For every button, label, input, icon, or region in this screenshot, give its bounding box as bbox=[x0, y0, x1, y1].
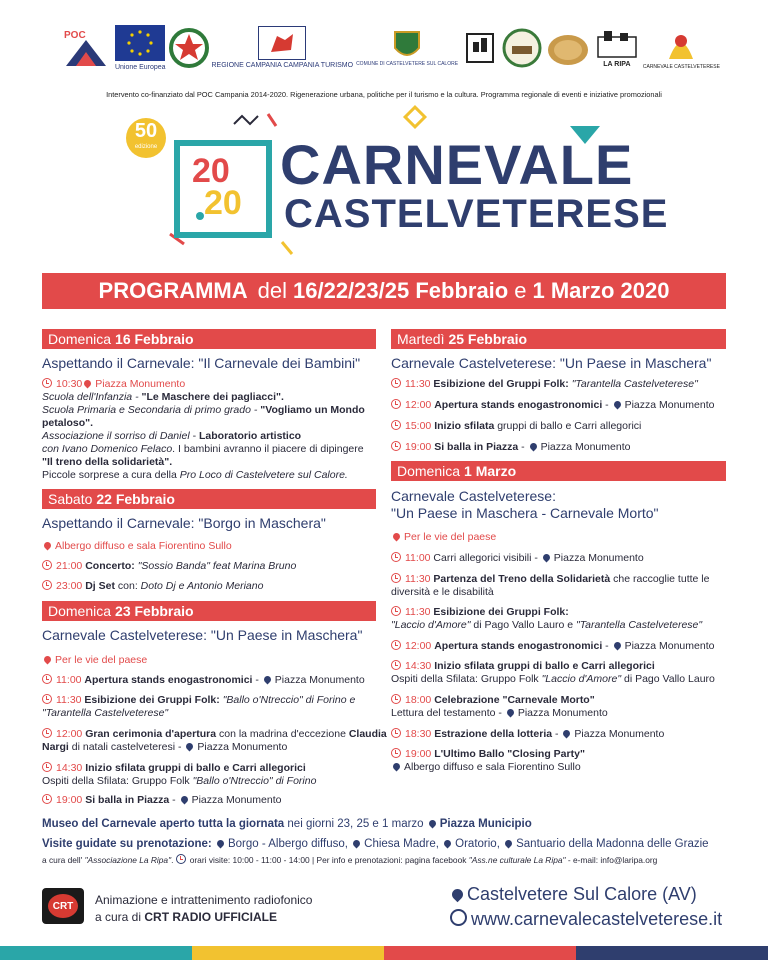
event-detail: "Tarantella Castelveterese" bbox=[42, 707, 169, 719]
event-time: 21:00 bbox=[56, 560, 83, 572]
day-header-weekday: Domenica bbox=[48, 331, 112, 347]
italian-republic-emblem bbox=[169, 26, 209, 70]
museum-label: Museo del Carnevale aperto tutta la giornata bbox=[42, 818, 285, 830]
desc-part: Scuola dell'Infanzia - bbox=[42, 391, 142, 403]
day-header-25-feb bbox=[391, 329, 726, 349]
tours-detail: "Ass.ne culturale La Ripa" bbox=[468, 855, 566, 865]
event-detail: di Pago Vallo Lauro e bbox=[470, 619, 576, 631]
event-time: 18:30 bbox=[405, 728, 432, 740]
banner-last-date: 1 Marzo 2020 bbox=[532, 278, 670, 303]
banner-programma: PROGRAMMA bbox=[98, 278, 248, 303]
crt-radio-logo bbox=[42, 888, 84, 924]
event-detail: Claudia bbox=[348, 728, 387, 740]
desc-part: "Le Maschere dei pagliacci". bbox=[141, 391, 284, 403]
location-pin-icon bbox=[427, 819, 437, 829]
title-castelveterese: CASTELVETERESE bbox=[284, 192, 669, 236]
event-detail: con: bbox=[114, 580, 141, 592]
clock-icon bbox=[391, 573, 401, 583]
bread-logo bbox=[545, 28, 591, 68]
location-pin-icon bbox=[179, 795, 189, 805]
day-header-16-feb bbox=[42, 329, 376, 349]
desc-part: . I bambini avranno il piacere di dipingere bbox=[172, 443, 364, 455]
regione-campania-logo bbox=[212, 26, 354, 70]
event-detail: Ospiti della Sfilata: Gruppo Folk bbox=[42, 775, 193, 787]
event-desc-16-feb bbox=[42, 391, 382, 482]
stripe bbox=[576, 946, 768, 960]
clock-icon bbox=[42, 378, 52, 388]
event-22-feb-1 bbox=[42, 560, 296, 573]
event-time: 11:30 bbox=[405, 378, 431, 390]
event-label: Si balla in Piazza bbox=[85, 794, 170, 806]
radio-credit-prefix: a cura di bbox=[95, 910, 145, 924]
la-ripa-label: LA RIPA bbox=[603, 61, 631, 69]
event-time: 14:30 bbox=[405, 660, 432, 672]
guided-tours-note bbox=[42, 838, 709, 850]
day-header-date: 25 Febbraio bbox=[448, 331, 528, 347]
event-label: Apertura stands enogastronomici bbox=[434, 640, 603, 652]
museum-note bbox=[42, 818, 532, 830]
event-time: 12:00 bbox=[56, 728, 83, 740]
regione-campania-label: REGIONE CAMPANIA CAMPANIA TURISMO bbox=[211, 62, 354, 70]
clock-icon bbox=[391, 660, 401, 670]
desc-line bbox=[42, 469, 382, 482]
year-bottom: 20 bbox=[204, 184, 242, 222]
desc-line bbox=[42, 430, 382, 443]
tours-detail: a cura dell' bbox=[42, 855, 85, 865]
event-25-feb-3 bbox=[391, 420, 641, 433]
event-time: 11:30 bbox=[405, 573, 431, 585]
event-1-mar-8 bbox=[391, 748, 585, 774]
event-label: Celebrazione "Carnevale Morto" bbox=[434, 694, 595, 706]
event-1-mar-3 bbox=[391, 606, 702, 632]
tour-place: Borgo - Albergo diffuso, bbox=[227, 838, 348, 850]
event-23-feb-5: 19:00 Si balla in Piazza - Piazza Monumento bbox=[42, 794, 281, 807]
event-detail: "Tarantella Castelveterese" bbox=[575, 619, 703, 631]
event-time: 11:30 bbox=[405, 606, 431, 618]
event-time: 14:30 bbox=[56, 762, 83, 774]
location-pin-icon bbox=[541, 553, 551, 563]
event-label: Gran cerimonia d'apertura bbox=[85, 728, 217, 740]
tours-detail: . bbox=[171, 855, 176, 865]
event-detail: "Laccio d'Amore" bbox=[391, 619, 471, 631]
association-round-logo bbox=[502, 28, 542, 68]
event-detail: Ospiti della Sfilata: Gruppo Folk bbox=[391, 673, 542, 685]
clock-icon bbox=[42, 580, 52, 590]
event-place: Per le vie del paese bbox=[404, 531, 497, 543]
desc-part: - bbox=[189, 430, 199, 442]
event-title-line: "Un Paese in Maschera - Carnevale Morto" bbox=[391, 505, 659, 521]
website[interactable] bbox=[450, 909, 722, 930]
event-25-feb-2: 12:00 Apertura stands enogastronomici - Piazza Monumento bbox=[391, 399, 714, 412]
desc-part: Piccole sorprese a cura della bbox=[42, 469, 180, 481]
event-place: Piazza Monumento bbox=[553, 552, 644, 564]
day-header-date: 1 Marzo bbox=[464, 463, 517, 479]
day-header-weekday: Martedì bbox=[397, 331, 445, 347]
desc-part: petaloso". bbox=[42, 417, 94, 429]
radio-animation-line: Animazione e intrattenimento radiofonico bbox=[95, 893, 313, 907]
place-1-mar bbox=[391, 531, 496, 544]
event-title-25-feb: Carnevale Castelveterese: "Un Paese in Maschera" bbox=[391, 355, 712, 371]
svg-text:POC: POC bbox=[64, 30, 86, 41]
event-label: Esibizione dei Gruppi Folk: bbox=[84, 694, 223, 706]
clock-icon bbox=[391, 420, 401, 430]
event-detail: diversità e le disabilità bbox=[391, 586, 494, 598]
eu-label: Unione Europea bbox=[114, 63, 166, 71]
desc-part: Laboratorio artistico bbox=[199, 430, 302, 442]
event-time: 12:00 bbox=[405, 640, 432, 652]
radio-credit-line bbox=[95, 910, 277, 924]
event-detail: di natali castelveteresi bbox=[68, 741, 176, 753]
tours-label: Visite guidate su prenotazione: bbox=[42, 838, 212, 850]
clock-icon bbox=[176, 854, 186, 864]
year-top: 20 bbox=[192, 152, 230, 190]
event-1-mar-5 bbox=[391, 660, 715, 686]
event-1-mar-4: 12:00 Apertura stands enogastronomici - Piazza Monumento bbox=[391, 640, 714, 653]
event-place: Piazza Monumento bbox=[624, 399, 715, 411]
event-location bbox=[450, 884, 697, 905]
event-title-line: Carnevale Castelveterese: bbox=[391, 488, 556, 504]
clock-icon bbox=[391, 441, 401, 451]
event-label: Inizio sfilata bbox=[434, 420, 495, 432]
event-23-feb-3: 12:00 Gran cerimonia d'apertura con la madrina d'eccezione Claudia Nargi di natali castelveteresi - Piazza Monumento bbox=[42, 728, 387, 753]
eu-flag-logo bbox=[115, 25, 166, 72]
location-pin-icon bbox=[612, 641, 622, 651]
tour-place: Chiesa Madre, bbox=[364, 838, 439, 850]
event-place: Piazza Monumento bbox=[574, 728, 665, 740]
stripe bbox=[192, 946, 384, 960]
event-time: 11:30 bbox=[56, 694, 82, 706]
day-header-weekday: Domenica bbox=[48, 603, 112, 619]
place-23-feb bbox=[42, 654, 147, 667]
event-place: Piazza Monumento bbox=[624, 640, 715, 652]
clock-icon bbox=[42, 674, 52, 684]
event-place: Piazza Monumento bbox=[191, 794, 282, 806]
event-23-feb-1: 11:00 Apertura stands enogastronomici - Piazza Monumento bbox=[42, 674, 365, 687]
clock-icon bbox=[391, 748, 401, 758]
event-25-feb-1 bbox=[391, 378, 698, 391]
clock-icon bbox=[391, 378, 401, 388]
radio-credit-name: CRT RADIO UFFICIALE bbox=[144, 910, 278, 924]
event-detail: Doto Dj e Antonio Meriano bbox=[140, 580, 264, 592]
event-label: L'Ultimo Ballo "Closing Party" bbox=[434, 748, 585, 760]
location-pin-icon bbox=[43, 655, 53, 665]
event-time: 11:00 bbox=[405, 552, 431, 564]
event-place: Piazza Monumento bbox=[540, 441, 631, 453]
la-ripa-logo bbox=[594, 27, 640, 69]
event-time: 12:00 bbox=[405, 399, 432, 411]
event-label: Partenza del Treno della Solidarietà bbox=[433, 573, 611, 585]
event-detail: gruppi di ballo e Carri allegorici bbox=[494, 420, 642, 432]
banner-del: del bbox=[257, 278, 287, 303]
event-time: 19:00 bbox=[405, 441, 432, 453]
poc-campania-logo bbox=[60, 26, 112, 70]
desc-part: "Vogliamo un Mondo bbox=[260, 404, 365, 416]
museum-place: Piazza Municipio bbox=[439, 818, 532, 830]
clock-icon bbox=[42, 560, 52, 570]
day-header-23-feb bbox=[42, 601, 376, 621]
desc-part: Associazione il sorriso di Daniel bbox=[42, 430, 190, 442]
museum-days: nei giorni 23, 25 e 1 marzo bbox=[284, 818, 427, 830]
event-label: Apertura stands enogastronomici bbox=[84, 674, 253, 686]
clock-icon bbox=[391, 728, 401, 738]
event-detail: Nargi bbox=[42, 741, 69, 753]
globe-icon bbox=[450, 909, 467, 926]
location-text: Castelvetere Sul Calore (AV) bbox=[467, 884, 697, 904]
event-title-23-feb: Carnevale Castelveterese: "Un Paese in Maschera" bbox=[42, 627, 363, 643]
title-carnevale: CARNEVALE bbox=[280, 133, 634, 196]
event-time: 19:00 bbox=[405, 748, 432, 760]
carnevale-castelveterese-logo bbox=[643, 25, 720, 71]
clock-icon bbox=[391, 552, 401, 562]
location-pin-icon bbox=[450, 887, 466, 903]
desc-part: Pro Loco di Castelvetere sul Calore. bbox=[179, 469, 348, 481]
location-pin-icon bbox=[185, 742, 195, 752]
event-23-feb-2 bbox=[42, 694, 355, 720]
event-22-feb-2 bbox=[42, 580, 263, 593]
badge-number: 50 bbox=[134, 120, 158, 142]
location-pin-icon bbox=[43, 541, 53, 551]
clock-icon bbox=[391, 694, 401, 704]
desc-part: con Ivano Domenico Felaco bbox=[42, 443, 173, 455]
clock-icon bbox=[42, 762, 52, 772]
event-time: 10:30 bbox=[56, 378, 83, 390]
event-label: Carri allegorici visibili bbox=[430, 552, 532, 564]
desc-line bbox=[42, 404, 382, 417]
carnevale-logo-label: CARNEVALE CASTELVETERESE bbox=[642, 64, 720, 71]
event-1-mar-2 bbox=[391, 573, 709, 599]
location-pin-icon bbox=[528, 442, 538, 452]
event-detail: Lettura del testamento bbox=[391, 707, 496, 719]
banner-dates: 16/22/23/25 Febbraio bbox=[293, 278, 509, 303]
clock-icon bbox=[391, 640, 401, 650]
clock-icon bbox=[42, 794, 52, 804]
event-label: Inizio sfilata gruppi di ballo e Carri allegorici bbox=[434, 660, 655, 672]
event-label: Dj Set bbox=[85, 580, 115, 592]
banner-e: e bbox=[514, 278, 527, 303]
location-pin-icon bbox=[562, 729, 572, 739]
event-time: 18:00 bbox=[405, 694, 432, 706]
time-place-16-feb bbox=[42, 378, 185, 391]
day-header-date: 16 Febbraio bbox=[115, 331, 194, 347]
event-place: Piazza Monumento bbox=[517, 707, 608, 719]
event-place: Piazza Monumento bbox=[95, 378, 186, 390]
location-pin-icon bbox=[612, 400, 622, 410]
clock-icon bbox=[42, 694, 52, 704]
event-label: Inizio sfilata gruppi di ballo e Carri allegorici bbox=[85, 762, 306, 774]
stripe bbox=[0, 946, 192, 960]
desc-line bbox=[42, 443, 382, 456]
event-1-mar-1: 11:00 Carri allegorici visibili - Piazza Monumento bbox=[391, 552, 644, 565]
event-label: Apertura stands enogastronomici bbox=[434, 399, 603, 411]
cofinancing-note: Intervento co-finanziato dal POC Campania 2014-2020. Rigenerazione urbana, politiche per il turismo e la cultura. Programma regionale di eventi e iniziative promozionali bbox=[106, 90, 662, 99]
event-detail: "Laccio d'Amore" bbox=[541, 673, 622, 685]
tours-detail: - e-mail: info@laripa.org bbox=[565, 855, 658, 865]
tour-place: Oratorio, bbox=[455, 838, 500, 850]
desc-part: Scuola Primaria e Secondaria di primo grado - bbox=[42, 404, 261, 416]
place-22-feb bbox=[42, 540, 232, 553]
day-header-date: 23 Febbraio bbox=[115, 603, 194, 619]
desc-part: "Il treno della solidarietà". bbox=[42, 456, 173, 468]
tours-detail: orari visite: 10:00 - 11:00 - 14:00 | Per info e prenotazioni: pagina facebook bbox=[189, 855, 469, 865]
year-number bbox=[190, 150, 270, 230]
day-header-weekday: Sabato bbox=[48, 491, 93, 507]
event-label: Si balla in Piazza bbox=[434, 441, 519, 453]
location-pin-icon bbox=[352, 839, 362, 849]
event-25-feb-4: 19:00 Si balla in Piazza - Piazza Monumento bbox=[391, 441, 630, 454]
location-pin-icon bbox=[443, 839, 453, 849]
location-pin-icon bbox=[505, 708, 515, 718]
event-label: Esibizione dei Gruppi Folk: bbox=[433, 606, 569, 618]
event-time: 23:00 bbox=[56, 580, 83, 592]
tours-details bbox=[42, 854, 657, 865]
event-time: 19:00 bbox=[56, 794, 83, 806]
comune-label: COMUNE DI CASTELVETERE SUL CALORE bbox=[356, 61, 459, 68]
clock-icon bbox=[391, 399, 401, 409]
program-banner bbox=[42, 273, 726, 309]
tour-place: Santuario della Madonna delle Grazie bbox=[516, 838, 709, 850]
sponsor-logos bbox=[60, 14, 720, 82]
location-pin-icon bbox=[392, 762, 402, 772]
event-detail: "Sossio Banda" feat Marina Bruno bbox=[137, 560, 297, 572]
stripe bbox=[384, 946, 576, 960]
desc-line bbox=[42, 417, 382, 430]
event-title-1-mar bbox=[391, 488, 659, 522]
event-detail: con la madrina d'eccezione bbox=[216, 728, 349, 740]
event-detail: che raccoglie tutte le bbox=[610, 573, 710, 585]
location-pin-icon bbox=[504, 839, 514, 849]
location-pin-icon bbox=[392, 532, 402, 542]
location-pin-icon bbox=[216, 839, 226, 849]
event-title-16-feb: Aspettando il Carnevale: "Il Carnevale dei Bambini" bbox=[42, 355, 361, 371]
day-header-date: 22 Febbraio bbox=[96, 491, 175, 507]
event-detail: "Ballo o'Ntreccio" di Forino bbox=[192, 775, 317, 787]
event-place: Piazza Monumento bbox=[274, 674, 365, 686]
comune-castelvetere-logo bbox=[356, 28, 458, 68]
clock-icon bbox=[42, 728, 52, 738]
event-title-22-feb: Aspettando il Carnevale: "Borgo in Maschera" bbox=[42, 515, 326, 531]
desc-line bbox=[42, 391, 382, 404]
event-23-feb-4 bbox=[42, 762, 316, 788]
event-detail: "Tarantella Castelveterese" bbox=[571, 378, 698, 390]
pro-loco-logo bbox=[461, 28, 499, 68]
event-1-mar-6: 18:00 Celebrazione "Carnevale Morto" Lettura del testamento - Piazza Monumento bbox=[391, 694, 608, 719]
tours-detail: "Associazione La Ripa" bbox=[84, 855, 172, 865]
event-1-mar-7: 18:30 Estrazione della lotteria - Piazza Monumento bbox=[391, 728, 664, 741]
event-time: 15:00 bbox=[405, 420, 432, 432]
location-pin-icon bbox=[262, 675, 272, 685]
website-link[interactable]: www.carnevalecastelveterese.it bbox=[471, 909, 723, 929]
event-label: Esibizione del Gruppi Folk: bbox=[433, 378, 572, 390]
desc-line bbox=[42, 456, 382, 469]
event-place: Per le vie del paese bbox=[55, 654, 148, 666]
event-detail: di Pago Vallo Lauro bbox=[621, 673, 715, 685]
day-header-22-feb bbox=[42, 489, 376, 509]
event-label: Concerto: bbox=[85, 560, 138, 572]
color-stripes bbox=[0, 946, 768, 960]
badge-label: edizione bbox=[134, 144, 158, 150]
clock-icon bbox=[391, 606, 401, 616]
crt-logo-text: CRT bbox=[48, 894, 78, 918]
event-label: Estrazione della lotteria bbox=[434, 728, 553, 740]
location-pin-icon bbox=[83, 379, 93, 389]
event-time: 11:00 bbox=[56, 674, 82, 686]
event-detail: "Ballo o'Ntreccio" di Forino e bbox=[222, 694, 356, 706]
event-place: Albergo diffuso e sala Fiorentino Sullo bbox=[55, 540, 232, 552]
event-place: Albergo diffuso e sala Fiorentino Sullo bbox=[404, 761, 581, 773]
event-place: Piazza Monumento bbox=[197, 741, 288, 753]
day-header-1-mar bbox=[391, 461, 726, 481]
day-header-weekday: Domenica bbox=[397, 463, 461, 479]
